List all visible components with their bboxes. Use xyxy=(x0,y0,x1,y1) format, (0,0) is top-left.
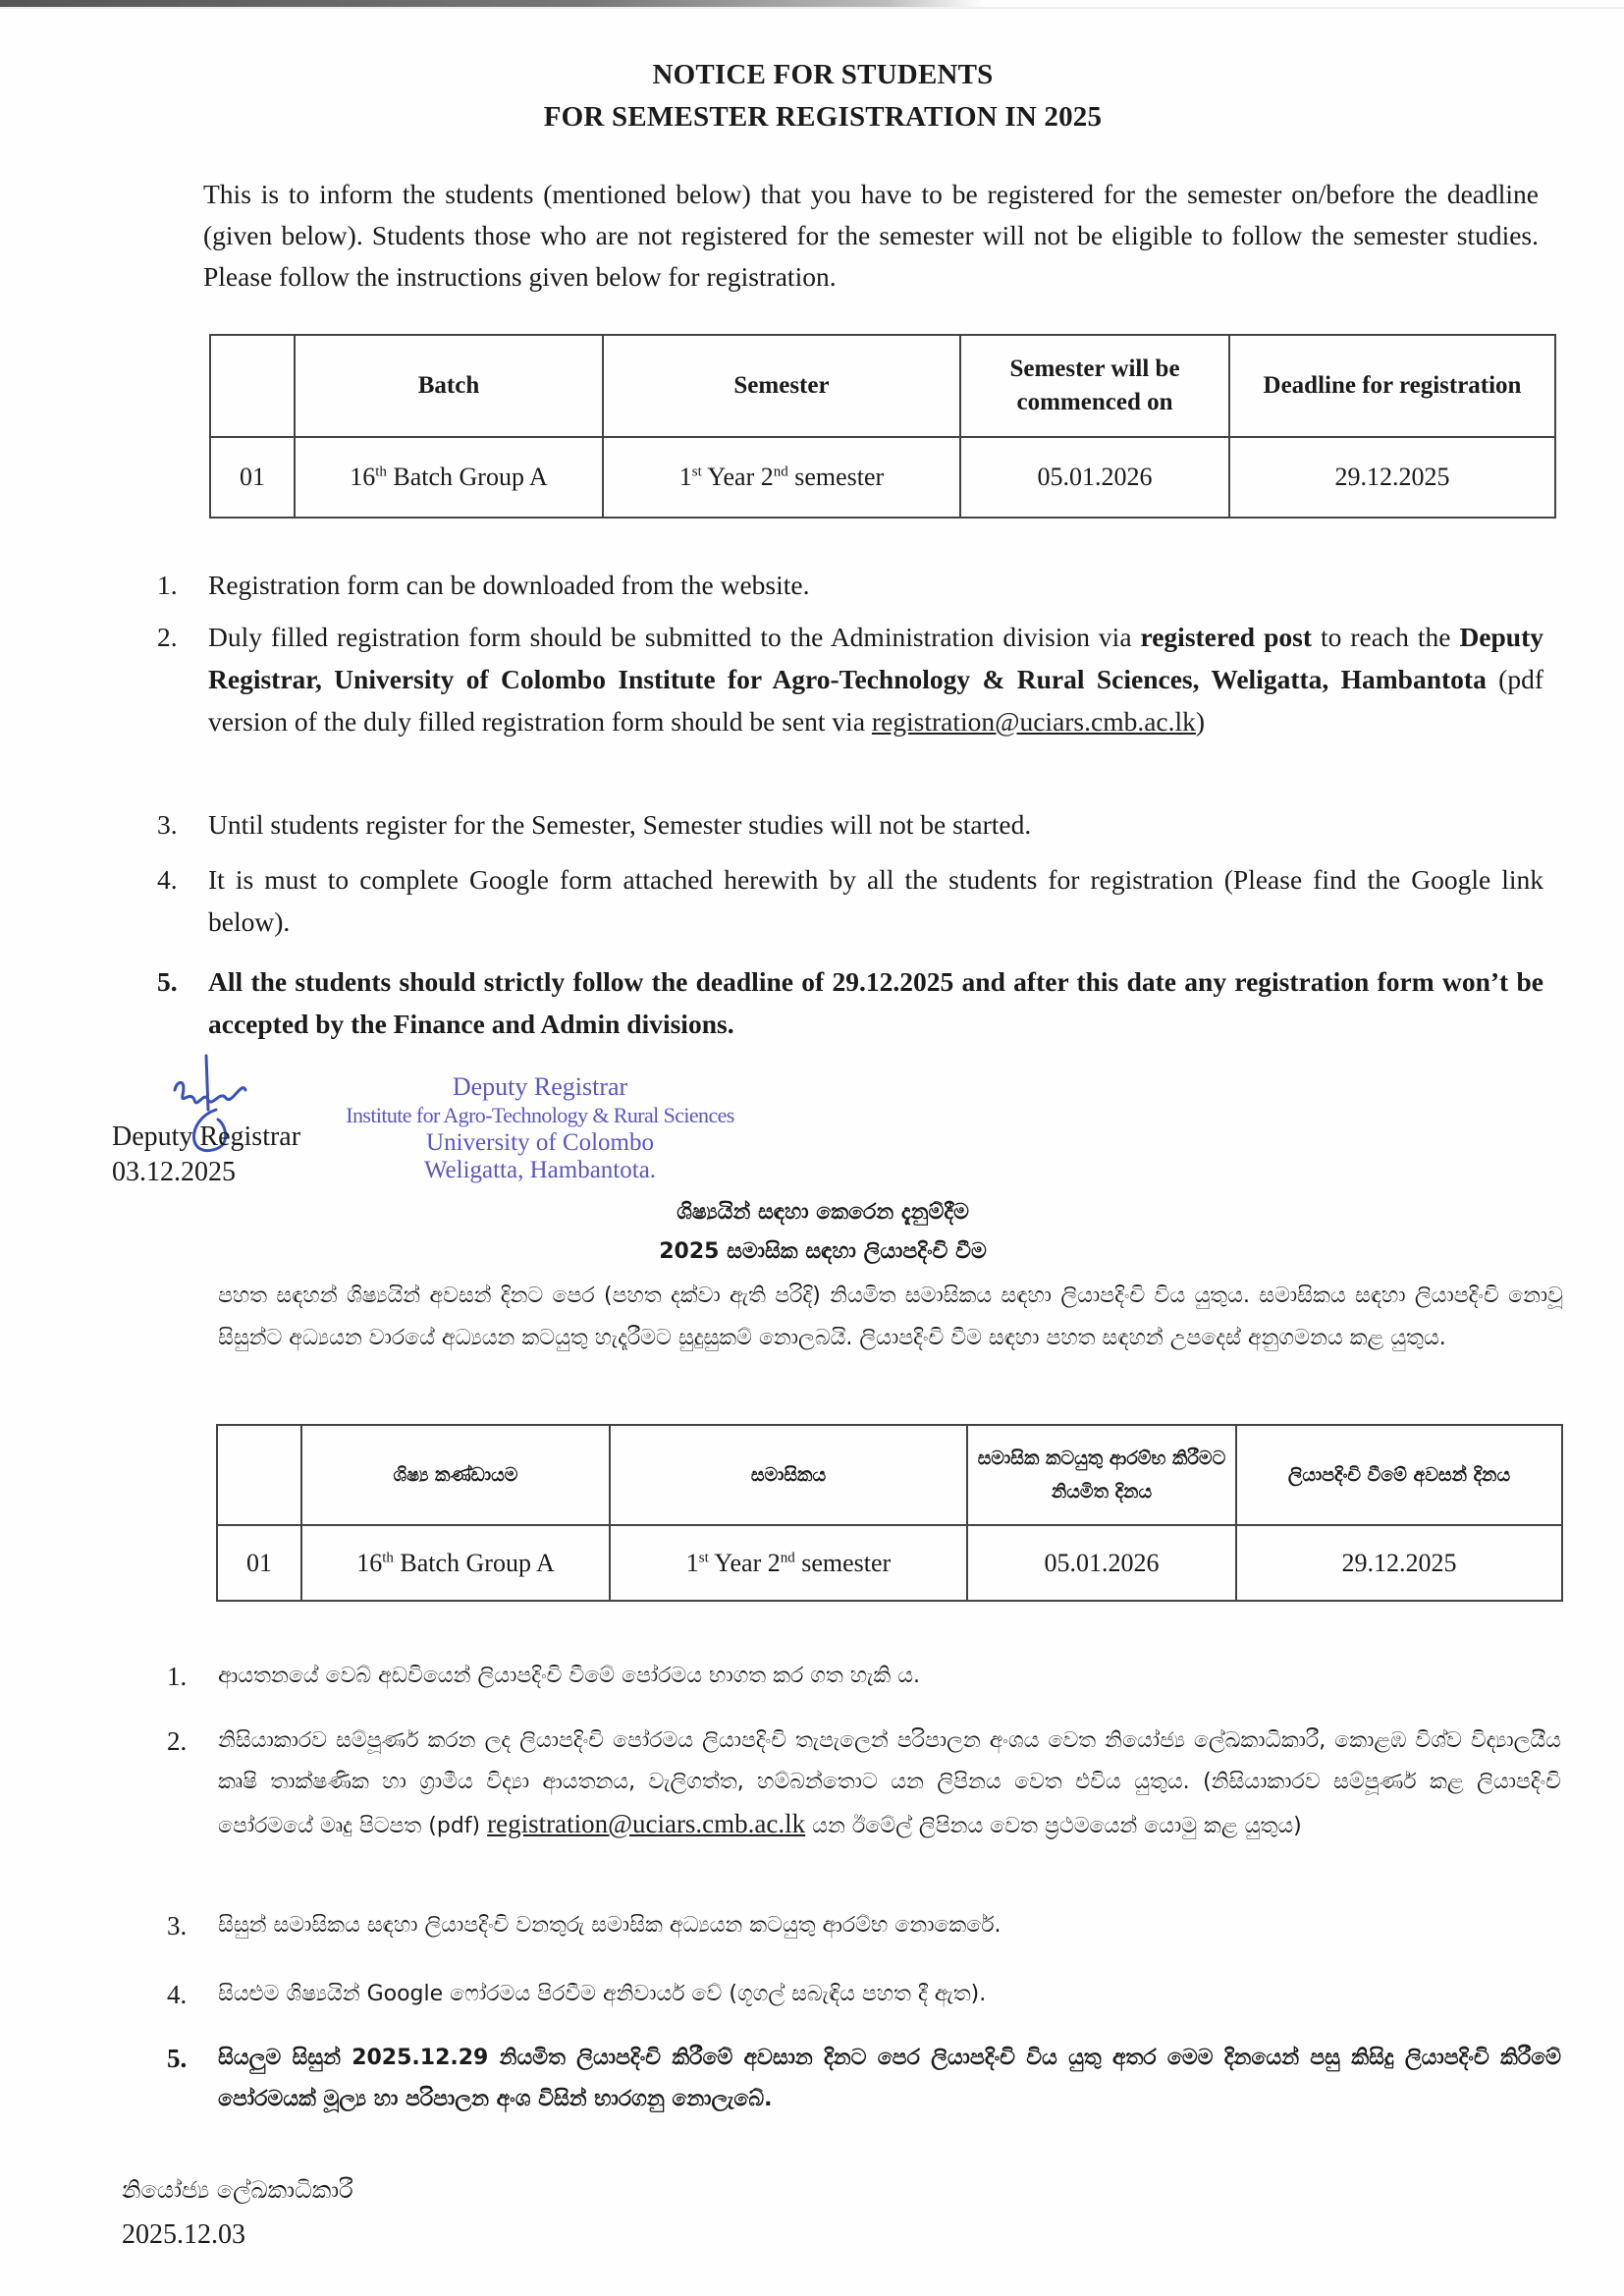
stamp-line-3: University of Colombo xyxy=(426,1129,654,1156)
sinhala-intro-paragraph: පහත සඳහන් ශිෂ්‍යයින් අවසන් දිනට පෙර (පහත දක්වා ඇති පරිදි) නියමිත සමාසිකය සඳහා ලියාපදිංචි විය යුතුය. සමාසිකය සඳහා ලියාපදිංචි නොවූ සිසුන්ට අධ්‍යයන වාරයේ අධ්‍යයන කටයුතු හැදෑරීමට සුදුසුකම් නොලබයි. ලියාපදිංචි වීම සඳහා පහත සඳහන් උපදෙස් අනුගමනය කළ යුතුය. xyxy=(218,1284,1563,1350)
cell-no: 01 xyxy=(210,437,295,518)
cell-no: 01 xyxy=(217,1525,301,1601)
scan-edge-line xyxy=(0,0,982,7)
cell-batch: 16th Batch Group A xyxy=(295,437,603,518)
stamp-line-4: Weligatta, Hambantota. xyxy=(423,1157,657,1183)
header-cell-batch: ශිෂ්‍ය කණ්ඩායම xyxy=(301,1425,610,1525)
cell-deadline-date: 29.12.2025 xyxy=(1236,1525,1562,1601)
header-cell-commence: සමාසික කටයුතු ආරම්භ කිරීමට නියමිත දිනය xyxy=(967,1425,1236,1525)
cell-semester: 1st Year 2nd semester xyxy=(610,1525,967,1601)
intro-paragraph: This is to inform the students (mentioned below) that you have to be registered for the semester on/before the deadline (given below). Students those who are not registered for the semester will not be eligible to follow the semester studies. Please follow the instructions given below for registration. xyxy=(203,179,1539,292)
sinhala-signature-date: 2025.12.03 xyxy=(122,2219,245,2250)
cell-batch: 16th Batch Group A xyxy=(301,1525,610,1601)
cell-deadline-date: 29.12.2025 xyxy=(1229,437,1555,518)
signature-date: 03.12.2025 xyxy=(112,1157,236,1187)
scan-edge-shadow xyxy=(0,7,1624,9)
table-header-row xyxy=(210,335,1555,437)
registration-email-link[interactable]: registration@uciars.cmb.ac.lk xyxy=(871,706,1196,737)
registration-email-link[interactable]: registration@uciars.cmb.ac.lk xyxy=(487,1809,806,1838)
sinhala-signatory-title: නියෝජ්‍ය ලේඛකාධිකාරී xyxy=(122,2176,353,2204)
official-stamp xyxy=(334,1072,746,1184)
header-cell-batch: Batch xyxy=(295,335,603,437)
stamp-line-1: Deputy Registrar xyxy=(452,1072,628,1101)
header-cell-no xyxy=(210,335,295,437)
header-cell-deadline: ලියාපදිංචි වීමේ අවසන් දිනය xyxy=(1236,1425,1562,1525)
table-header-row xyxy=(217,1425,1562,1525)
cell-semester: 1st Year 2nd semester xyxy=(603,437,960,518)
cell-commence-date: 05.01.2026 xyxy=(967,1525,1236,1601)
registration-table xyxy=(209,334,1556,519)
notice-subtitle: FOR SEMESTER REGISTRATION IN 2025 xyxy=(543,101,1103,133)
sinhala-notice-title: ශිෂ්‍යයින් සඳහා කෙරෙන දැනුම්දීම xyxy=(677,1200,969,1225)
header-cell-commence: Semester will be commenced on xyxy=(960,335,1229,437)
notice-title: NOTICE FOR STUDENTS xyxy=(652,59,994,90)
cell-commence-date: 05.01.2026 xyxy=(960,437,1229,518)
signatory-title: Deputy Registrar xyxy=(112,1121,301,1152)
sinhala-registration-table xyxy=(216,1424,1563,1602)
stamp-line-2: Institute for Agro-Technology & Rural Sciences xyxy=(346,1103,734,1127)
header-cell-deadline: Deadline for registration xyxy=(1229,335,1555,437)
table-row xyxy=(217,1525,1562,1601)
sinhala-notice-subtitle: 2025 සමාසික සඳහා ලියාපදිංචි වීම xyxy=(659,1239,987,1264)
header-cell-no xyxy=(217,1425,301,1525)
header-cell-semester: Semester xyxy=(603,335,960,437)
table-row xyxy=(210,437,1555,518)
header-cell-semester: සමාසිකය xyxy=(610,1425,967,1525)
